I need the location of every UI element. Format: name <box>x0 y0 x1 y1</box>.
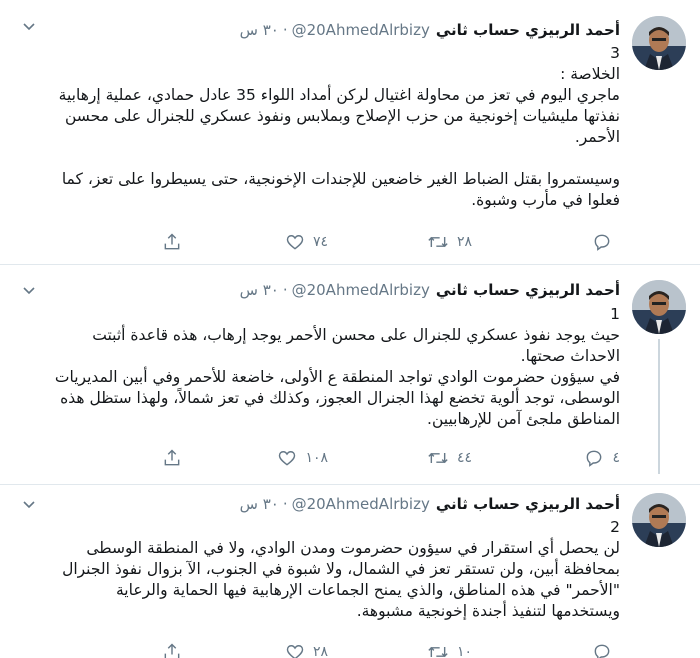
retweet-button[interactable] <box>427 231 472 253</box>
reply-button[interactable] <box>584 447 620 469</box>
tweet-actions <box>116 641 620 658</box>
like-button[interactable] <box>277 447 328 469</box>
tweet-text: 2 لن يحصل أي استقرار في سيؤون حضرموت ومدن الوادي، ولا في المنطقة الوسطى بمحافظة أبين، ولن تستقر تعز في الشمال، ولا شبوة في الجنوب، الآ بزوال نفوذ الجنرال "الأحمر" في هذه المناطق، والذي يمنح الجماعات الإرهابية فيها الحماية والرعاية ويستخدمها لتنفيذ أجندة إخونجية مشبوهة. <box>62 518 620 620</box>
author-handle[interactable]: @20AhmedAlrbizy <box>291 281 430 299</box>
chevron-down-icon[interactable] <box>22 284 36 298</box>
reply-icon <box>584 448 604 468</box>
reply-icon <box>592 642 612 658</box>
author-handle[interactable]: @20AhmedAlrbizy <box>291 495 430 513</box>
chevron-down-icon[interactable] <box>22 498 36 512</box>
avatar-image <box>632 16 686 70</box>
avatar-image <box>632 493 686 547</box>
tweet-text: 1 حيث يوجد نفوذ عسكري للجنرال على محسن الأحمر يوجد إرهاب، هذه قاعدة أثبتت الاحداث صحتها. في سيؤون حضرموت الوادي تواجد المنطقة ع الأولى، خاضعة للأحمر وفي أبين المديريات الوسطى، توجد ألوية تخضع لهذا الجنرال العجوز، وكذلك في تعز شمالاً، ولهذا ستظل هذه المناطق ملجئ آمن للإرهابيين. <box>54 305 620 428</box>
share-button[interactable] <box>162 641 182 658</box>
reply-button[interactable] <box>592 641 620 658</box>
retweet-button[interactable] <box>427 641 472 658</box>
tweet-header: أحمد الربيزي حساب ثاني@20AhmedAlrbizy·٣٠ س <box>239 281 620 299</box>
retweet-icon <box>427 448 449 468</box>
author-name[interactable]: أحمد الربيزي حساب ثاني <box>435 21 620 39</box>
tweet-header: أحمد الربيزي حساب ثاني@20AhmedAlrbizy·٣٠ س <box>239 495 620 513</box>
tweet-actions <box>116 447 620 469</box>
like-button[interactable] <box>285 231 328 253</box>
like-count: ٢٨ <box>312 644 328 658</box>
timestamp[interactable]: ٣٠ س <box>239 495 279 513</box>
share-button[interactable] <box>162 447 182 469</box>
heart-icon <box>277 448 297 468</box>
like-count: ٧٤ <box>312 234 328 250</box>
tweet[interactable] <box>0 0 700 265</box>
share-icon <box>162 642 182 658</box>
reply-button[interactable] <box>592 231 620 253</box>
heart-icon <box>285 642 305 658</box>
tweet[interactable] <box>0 265 700 485</box>
chevron-down-icon[interactable] <box>22 20 36 34</box>
avatar[interactable] <box>632 493 686 547</box>
retweet-count: ٤٤ <box>456 450 472 466</box>
retweet-button[interactable] <box>427 447 472 469</box>
author-name[interactable]: أحمد الربيزي حساب ثاني <box>435 281 620 299</box>
reply-count: ٤ <box>612 450 620 466</box>
timestamp[interactable]: ٣٠ س <box>239 281 279 299</box>
retweet-icon <box>427 232 449 252</box>
retweet-count: ٢٨ <box>456 234 472 250</box>
author-name[interactable]: أحمد الربيزي حساب ثاني <box>435 495 620 513</box>
timestamp[interactable]: ٣٠ س <box>239 21 279 39</box>
tweet[interactable] <box>0 485 700 658</box>
avatar-image <box>632 280 686 334</box>
like-count: ١٠٨ <box>305 450 328 466</box>
avatar[interactable] <box>632 16 686 70</box>
share-button[interactable] <box>162 231 182 253</box>
retweet-count: ١٠ <box>456 644 472 658</box>
reply-icon <box>592 232 612 252</box>
tweet-actions <box>116 231 620 253</box>
retweet-icon <box>427 642 449 658</box>
share-icon <box>162 232 182 252</box>
heart-icon <box>285 232 305 252</box>
like-button[interactable] <box>285 641 328 658</box>
tweet-text: 3 الخلاصة : ماجري اليوم في تعز من محاولة اغتيال لركن أمداد اللواء 35 عادل حمادي، عملية إرهابية نفذتها مليشيات إخونجية من حزب الإصلاح وبملابس ونفوذ عسكري للجنرال على محسن الأحمر. وسيستمروا بقتل الضباط الغير خاضعين للإجندات الإخونجية، حتى يسيطروا على تعز، كما فعلوا في مأرب وشبوة. <box>58 44 620 209</box>
share-icon <box>162 448 182 468</box>
author-handle[interactable]: @20AhmedAlrbizy <box>291 21 430 39</box>
tweet-header: أحمد الربيزي حساب ثاني@20AhmedAlrbizy·٣٠ س <box>239 21 620 39</box>
thread-line <box>658 339 660 474</box>
avatar[interactable] <box>632 280 686 334</box>
